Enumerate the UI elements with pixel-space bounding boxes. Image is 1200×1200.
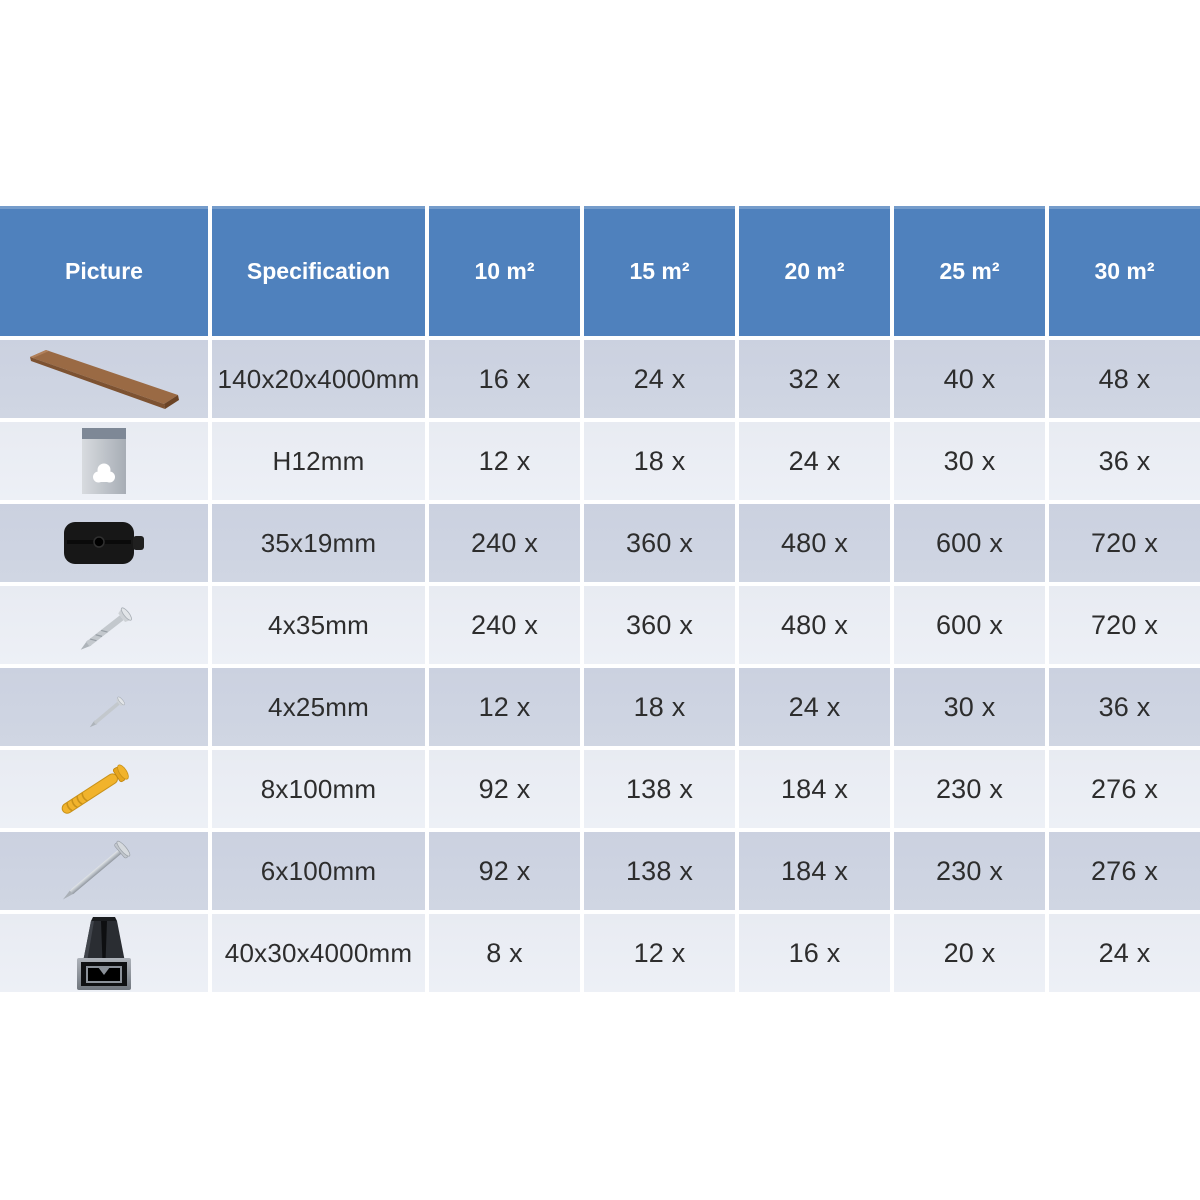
wall-plug-image bbox=[55, 753, 153, 825]
col-header-picture: Picture bbox=[0, 206, 208, 336]
table-row-cell bbox=[0, 504, 208, 582]
qty-value: 240 x bbox=[429, 504, 580, 582]
spec-value: 4x35mm bbox=[212, 586, 425, 664]
starter-clip-image bbox=[77, 425, 131, 497]
col-header-10m2: 10 m² bbox=[429, 206, 580, 336]
spec-value: 140x20x4000mm bbox=[212, 340, 425, 418]
qty-value: 30 x bbox=[894, 422, 1045, 500]
qty-value: 360 x bbox=[584, 586, 735, 664]
qty-value: 480 x bbox=[739, 586, 890, 664]
qty-value: 18 x bbox=[584, 668, 735, 746]
table-row-cell bbox=[0, 832, 208, 910]
qty-value: 8 x bbox=[429, 914, 580, 992]
black-fixing-clip-image bbox=[58, 514, 150, 572]
qty-value: 276 x bbox=[1049, 832, 1200, 910]
spec-value: H12mm bbox=[212, 422, 425, 500]
qty-value: 720 x bbox=[1049, 586, 1200, 664]
qty-value: 30 x bbox=[894, 668, 1045, 746]
qty-value: 92 x bbox=[429, 832, 580, 910]
qty-value: 230 x bbox=[894, 832, 1045, 910]
qty-value: 600 x bbox=[894, 504, 1045, 582]
nail-image bbox=[54, 834, 154, 908]
joist-profile-image bbox=[64, 914, 144, 992]
qty-value: 12 x bbox=[584, 914, 735, 992]
table-row-cell bbox=[0, 586, 208, 664]
table-row-cell bbox=[0, 914, 208, 992]
spec-value: 35x19mm bbox=[212, 504, 425, 582]
qty-value: 360 x bbox=[584, 504, 735, 582]
qty-value: 24 x bbox=[1049, 914, 1200, 992]
qty-value: 720 x bbox=[1049, 504, 1200, 582]
col-header-20m2: 20 m² bbox=[739, 206, 890, 336]
qty-value: 600 x bbox=[894, 586, 1045, 664]
qty-value: 40 x bbox=[894, 340, 1045, 418]
qty-value: 20 x bbox=[894, 914, 1045, 992]
qty-value: 32 x bbox=[739, 340, 890, 418]
qty-value: 36 x bbox=[1049, 422, 1200, 500]
qty-value: 480 x bbox=[739, 504, 890, 582]
qty-value: 230 x bbox=[894, 750, 1045, 828]
qty-value: 36 x bbox=[1049, 668, 1200, 746]
qty-value: 12 x bbox=[429, 422, 580, 500]
qty-value: 138 x bbox=[584, 832, 735, 910]
decking-board-image bbox=[18, 343, 190, 415]
col-header-30m2: 30 m² bbox=[1049, 206, 1200, 336]
col-header-25m2: 25 m² bbox=[894, 206, 1045, 336]
qty-value: 12 x bbox=[429, 668, 580, 746]
table-row-cell bbox=[0, 750, 208, 828]
qty-value: 184 x bbox=[739, 832, 890, 910]
qty-value: 184 x bbox=[739, 750, 890, 828]
qty-value: 276 x bbox=[1049, 750, 1200, 828]
qty-value: 240 x bbox=[429, 586, 580, 664]
spec-value: 40x30x4000mm bbox=[212, 914, 425, 992]
spec-value: 8x100mm bbox=[212, 750, 425, 828]
spec-value: 4x25mm bbox=[212, 668, 425, 746]
qty-value: 16 x bbox=[429, 340, 580, 418]
col-header-15m2: 15 m² bbox=[584, 206, 735, 336]
table-row-cell bbox=[0, 422, 208, 500]
qty-value: 138 x bbox=[584, 750, 735, 828]
screw-image bbox=[67, 591, 141, 659]
quantity-table bbox=[0, 206, 1200, 992]
qty-value: 24 x bbox=[584, 340, 735, 418]
qty-value: 16 x bbox=[739, 914, 890, 992]
qty-value: 24 x bbox=[739, 422, 890, 500]
qty-value: 18 x bbox=[584, 422, 735, 500]
qty-value: 92 x bbox=[429, 750, 580, 828]
spec-value: 6x100mm bbox=[212, 832, 425, 910]
qty-value: 24 x bbox=[739, 668, 890, 746]
small-screw-image bbox=[67, 676, 141, 738]
col-header-specification: Specification bbox=[212, 206, 425, 336]
qty-value: 48 x bbox=[1049, 340, 1200, 418]
table-row-cell bbox=[0, 668, 208, 746]
table-row-cell bbox=[0, 340, 208, 418]
